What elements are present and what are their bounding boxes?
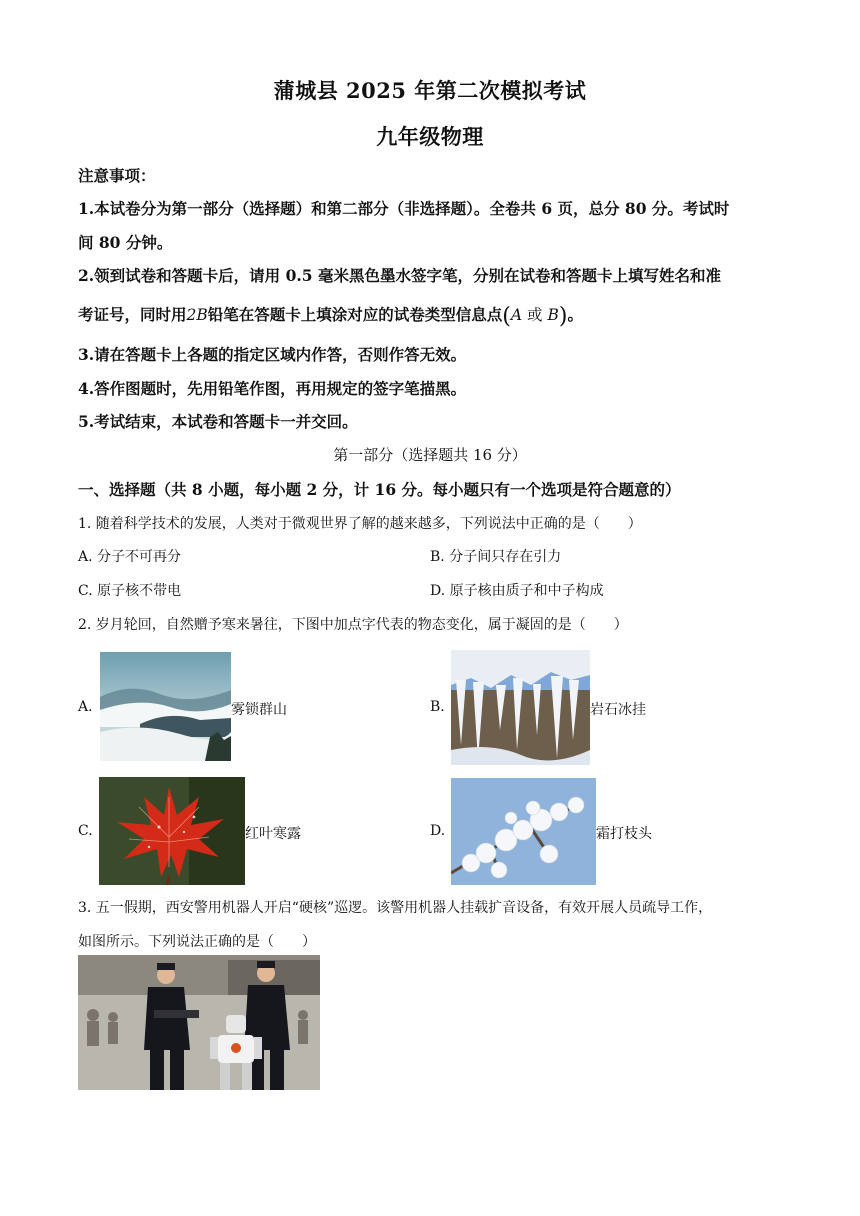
q2-option-d-label: D. [430,823,446,839]
q1-option-b: B. 分子间只存在引力 [430,549,562,565]
q3-stem-line-2: 如图所示。下列说法正确的是（ ） [78,934,316,950]
frost-branch-image [451,778,596,885]
q2-stem: 2. 岁月轮回，自然赠予寒来暑往，下图中加点字代表的物态变化，属于凝固的是（ ） [78,617,628,633]
notice-item-5: 5.考试结束，本试卷和答题卡一并交回。 [78,412,358,431]
notice-item-2b: 考证号，同时用2B铅笔在答题卡上填涂对应的试卷类型信息点(A 或 B)。 [78,304,583,329]
notice-heading: 注意事项： [78,166,156,185]
q1-option-c: C. 原子核不带电 [78,583,182,599]
part1-heading: 第一部分（选择题共 16 分） [333,446,527,464]
q2-option-a-label: A. [78,699,93,715]
notice-item-3: 3.请在答题卡上各题的指定区域内作答，否则作答无效。 [78,345,467,364]
police-robot-image [78,955,320,1090]
red-leaf-image [99,777,245,885]
q2-option-b-label: B. [430,699,445,715]
q2-option-c-caption: 红叶寒露 [245,826,301,842]
q1-option-a: A. 分子不可再分 [78,549,182,565]
q3-stem-line-1: 3. 五一假期，西安警用机器人开启“硬核”巡逻。该警用机器人挂载扩音设备，有效开展人员疏导工作， [78,900,713,916]
notice-item-1a: 1.本试卷分为第一部分（选择题）和第二部分（非选择题）。全卷共 6 页，总分 80 分。考试时 [78,199,730,218]
q1-stem: 1. 随着科学技术的发展，人类对于微观世界了解的越来越多，下列说法中正确的是（ ） [78,516,642,532]
mist-mountains-image [100,652,231,761]
notice-item-2a: 2.领到试卷和答题卡后，请用 0.5 毫米黑色墨水签字笔，分别在试卷和答题卡上填写姓名和准 [78,266,721,285]
q2-option-b-caption: 岩石冰挂 [590,702,646,718]
section-heading: 一、选择题（共 8 小题，每小题 2 分，计 16 分。每小题只有一个选项是符合题意的） [78,480,681,499]
rock-icicles-image [451,650,590,765]
q2-option-c-label: C. [78,823,93,839]
q2-option-d-caption: 霜打枝头 [596,826,652,842]
exam-title: 蒲城县 2025 年第二次模拟考试 [273,78,587,103]
notice-item-4: 4.答作图题时，先用铅笔作图，再用规定的签字笔描黑。 [78,379,467,398]
exam-subtitle: 九年级物理 [376,124,484,149]
q2-option-a-caption: 雾锁群山 [231,702,287,718]
math-2b: 2B [186,306,208,324]
notice-item-1b: 间 80 分钟。 [78,233,173,252]
q1-option-d: D. 原子核由质子和中子构成 [430,583,604,599]
